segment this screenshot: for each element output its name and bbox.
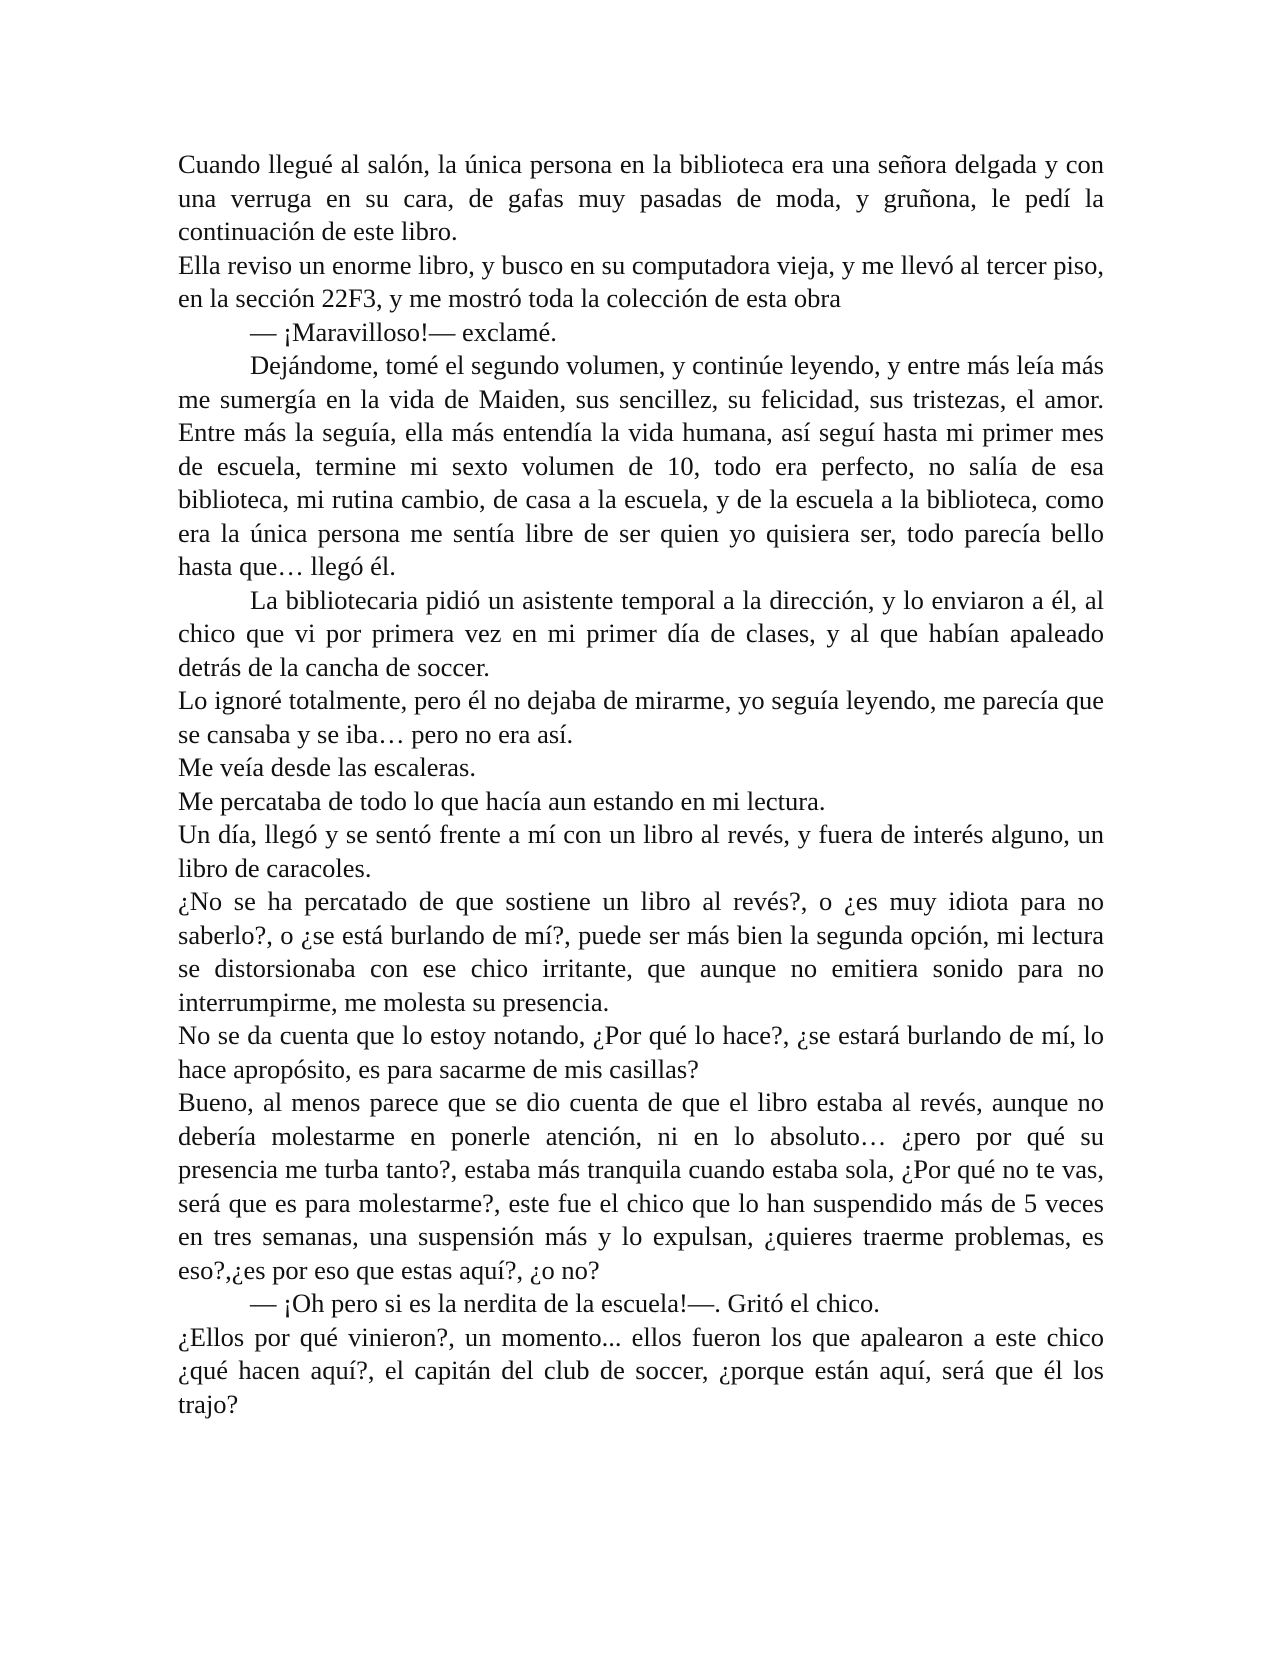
paragraph-11: No se da cuenta que lo estoy notando, ¿Por qué lo hace?, ¿se estará burlando de mí, lo hace apropósito, es para sacarme de mis casillas? — [178, 1020, 1104, 1084]
paragraph-9: Un día, llegó y se sentó frente a mí con un libro al revés, y fuera de interés alguno, un libro de caracoles. — [178, 819, 1104, 883]
paragraph-3-dialogue: — ¡Maravilloso!— exclamé. — [250, 316, 557, 347]
paragraph-12: Bueno, al menos parece que se dio cuenta de que el libro estaba al revés, aunque no debería molestarme en ponerle atención, ni en lo absoluto… ¿pero por qué su presencia me turba tanto?, estaba más tranquila cuando estaba sola, ¿Por qué no te vas, será que es para molestarme?, este fue el chico que lo han suspendido más de 5 veces en tres semanas, una suspensión más y lo expulsan, ¿quieres traerme problemas, es eso?,¿es por eso que estas aquí?, ¿o no? — [178, 1087, 1104, 1285]
paragraph-6: Lo ignoré totalmente, pero él no dejaba de mirarme, yo seguía leyendo, me parecía que se cansaba y se iba… pero no era así. — [178, 685, 1104, 749]
paragraph-10: ¿No se ha percatado de que sostiene un libro al revés?, o ¿es muy idiota para no saberlo?, o ¿se está burlando de mí?, puede ser más bien la segunda opción, mi lectura se distorsionaba con ese chico irritante, que aunque no emitiera sonido para no interrumpirme, me molesta su presencia. — [178, 886, 1104, 1017]
paragraph-13-dialogue: — ¡Oh pero si es la nerdita de la escuela!—. Gritó el chico. — [250, 1288, 880, 1318]
paragraph-8: Me percataba de todo lo que hacía aun estando en mi lectura. — [178, 785, 826, 816]
paragraph-7: Me veía desde las escaleras. — [178, 752, 476, 782]
paragraph-14: ¿Ellos por qué vinieron?, un momento... ellos fueron los que apalearon a este chico ¿qué hacen aquí?, el capitán del club de soccer, ¿porque están aquí, será que él los trajo? — [178, 1321, 1104, 1419]
paragraph-1: Cuando llegué al salón, la única persona en la biblioteca era una señora delgada y con una verruga en su cara, de gafas muy pasadas de moda, y gruñona, le pedí la continuación de este libro. — [178, 149, 1104, 246]
paragraph-2: Ella reviso un enorme libro, y busco en su computadora vieja, y me llevó al tercer piso, en la sección 22F3, y me mostró toda la colección de esta obra — [178, 249, 1104, 313]
paragraph-4: Dejándome, tomé el segundo volumen, y continúe leyendo, y entre más leía más me sumergía en la vida de Maiden, sus sencillez, su felicidad, sus tristezas, el amor. Entre más la seguía, ella más entendía la vida humana, así seguí hasta mi primer mes de escuela, termine mi sexto volumen de 10, todo era perfecto, no salía de esa biblioteca, mi rutina cambio, de casa a la escuela, y de la escuela a la biblioteca, como era la única persona me sentía libre de ser quien yo quisiera ser, todo parecía bello hasta que… llegó él. — [178, 350, 1104, 581]
paragraph-5: La bibliotecaria pidió un asistente temporal a la dirección, y lo enviaron a él, al chico que vi por primera vez en mi primer día de clases, y al que habían apaleado detrás de la cancha de soccer. — [178, 584, 1104, 682]
document-page — [178, 148, 1104, 1421]
